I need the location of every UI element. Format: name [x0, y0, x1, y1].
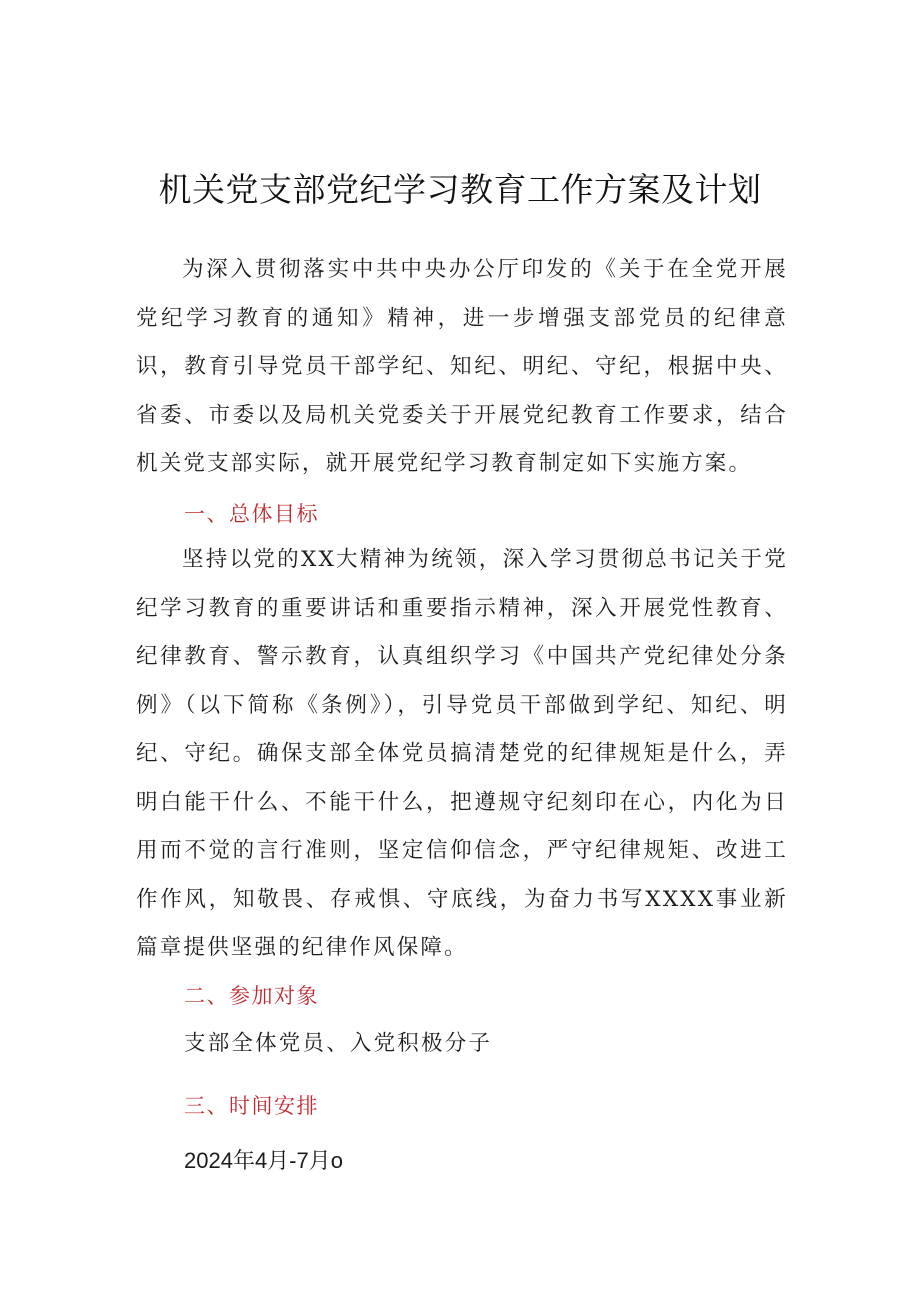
section-heading-goals: 一、总体目标 — [184, 502, 319, 526]
intro-paragraph: 为深入贯彻落实中共中央办公厅印发的《关于在全党开展党纪学习教育的通知》精神，进一步增强支部党员的纪律意识，教育引导党员干部学纪、知纪、明纪、守纪，根据中央、省委、市委以及局机关党委关于开展党纪教育工作要求，结合机关党支部实际，就开展党纪学习教育制定如下实施方案。 — [136, 257, 788, 476]
section-heading-participants: 二、参加对象 — [184, 984, 319, 1008]
page-title: 机关党支部党纪学习教育工作方案及计划 — [158, 170, 762, 209]
section-heading-schedule: 三、时间安排 — [184, 1094, 319, 1118]
goals-paragraph: 坚持以党的XX大精神为统领，深入学习贯彻总书记关于党纪学习教育的重要讲话和重要指示精神，深入开展党性教育、纪律教育、警示教育，认真组织学习《中国共产党纪律处分条例》（以下简称《条例》），引导党员干部做到学纪、知纪、明纪、守纪。确保支部全体党员搞清楚党的纪律规矩是什么，弄明白能干什么、不能干什么，把遵规守纪刻印在心，内化为日用而不觉的言行准则，坚定信仰信念，严守纪律规矩、改进工作作风，知敬畏、存戒惧、守底线，为奋力书写XXXX事业新篇章提供坚强的纪律作风保障。 — [136, 547, 788, 960]
participants-text: 支部全体党员、入党积极分子 — [184, 1031, 493, 1056]
schedule-text: 2024年4月-7月o — [184, 1148, 343, 1173]
